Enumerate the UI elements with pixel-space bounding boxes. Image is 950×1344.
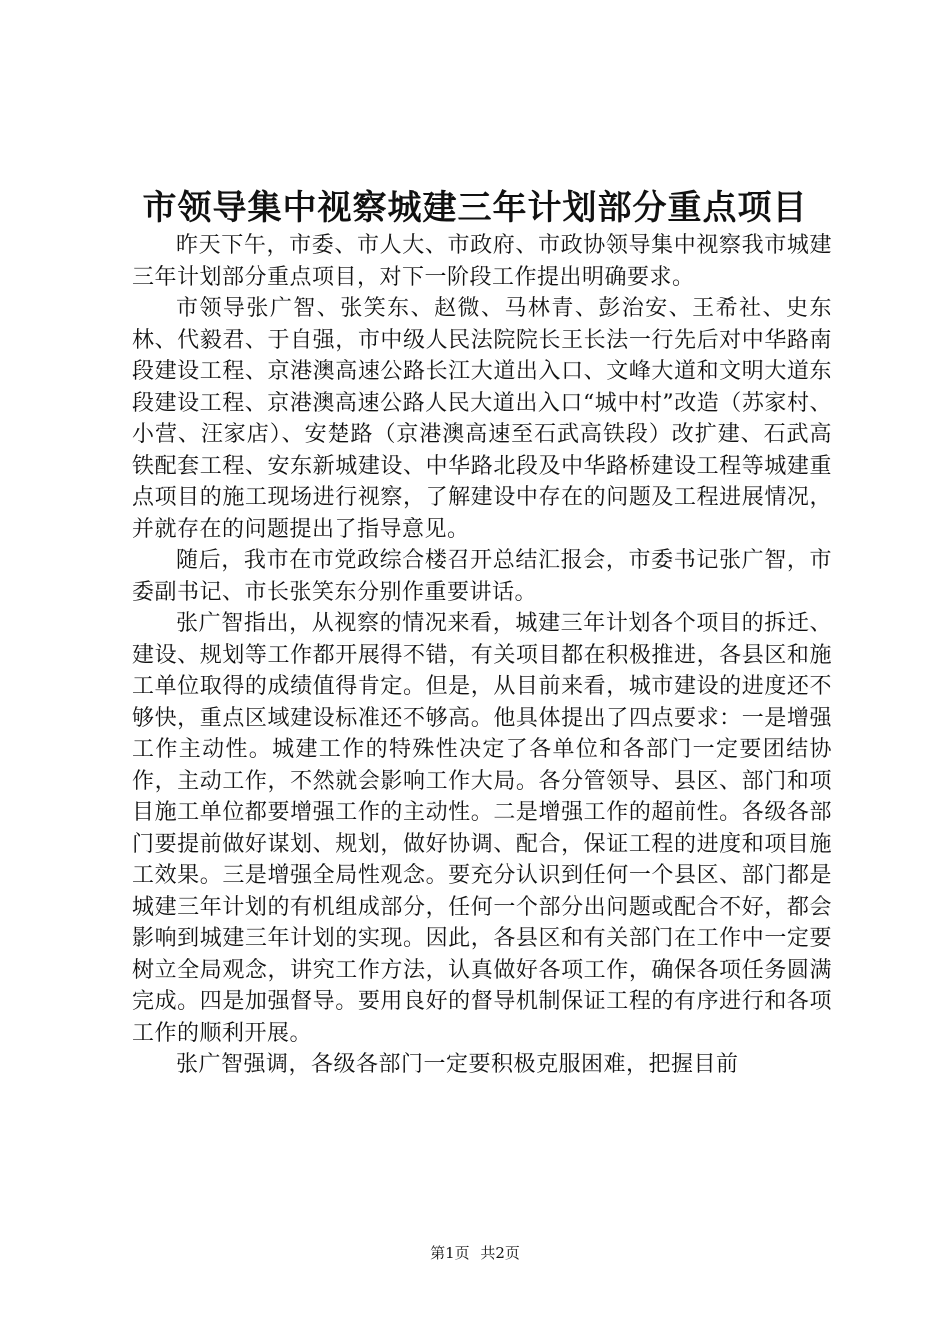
page-number: 第1页 bbox=[430, 1244, 470, 1262]
document-title: 市领导集中视察城建三年计划部分重点项目 bbox=[142, 188, 808, 228]
paragraph: 张广智指出，从视察的情况来看，城建三年计划各个项目的拆迁、建设、规划等工作都开展得不错，有关项目都在积极推进，各县区和施工单位取得的成绩值得肯定。但是，从目前来看，城市建设的进度还不够快，重点区域建设标准还不够高。他具体提出了四点要求：一是增强工作主动性。城建工作的特殊性决定了各单位和各部门一定要团结协作，主动工作，不然就会影响工作大局。各分管领导、县区、部门和项目施工单位都要增强工作的主动性。二是增强工作的超前性。各级各部门要提前做好谋划、规划，做好协调、配合，保证工程的进度和项目施工效果。三是增强全局性观念。要充分认识到任何一个县区、部门都是城建三年计划的有机组成部分，任何一个部分出问题或配合不好，都会影响到城建三年计划的实现。因此，各县区和有关部门在工作中一定要树立全局观念，讲究工作方法，认真做好各项工作，确保各项任务圆满完成。四是加强督导。要用良好的督导机制保证工程的有序进行和各项工作的顺利开展。 bbox=[132, 611, 832, 1046]
page-footer bbox=[0, 1243, 950, 1263]
paragraph: 昨天下午，市委、市人大、市政府、市政协领导集中视察我市城建三年计划部分重点项目，对下一阶段工作提出明确要求。 bbox=[132, 233, 832, 290]
paragraph: 随后，我市在市党政综合楼召开总结汇报会，市委书记张广智，市委副书记、市长张笑东分别作重要讲话。 bbox=[132, 548, 832, 605]
paragraph: 张广智强调，各级各部门一定要积极克服困难，把握目前 bbox=[176, 1052, 739, 1077]
paragraph: 市领导张广智、张笑东、赵微、马林青、彭治安、王希社、史东林、代毅君、于自强，市中级人民法院院长王长法一行先后对中华路南段建设工程、京港澳高速公路长江大道出入口、文峰大道和文明大道东段建设工程、京港澳高速公路人民大道出入口“城中村”改造（苏家村、小营、汪家店）、安楚路（京港澳高速至石武高铁段）改扩建、石武高铁配套工程、安东新城建设、中华路北段及中华路桥建设工程等城建重点项目的施工现场进行视察，了解建设中存在的问题及工程进展情况，并就存在的问题提出了指导意见。 bbox=[132, 296, 832, 542]
document-body bbox=[132, 230, 832, 1081]
page-total: 共2页 bbox=[480, 1244, 520, 1262]
